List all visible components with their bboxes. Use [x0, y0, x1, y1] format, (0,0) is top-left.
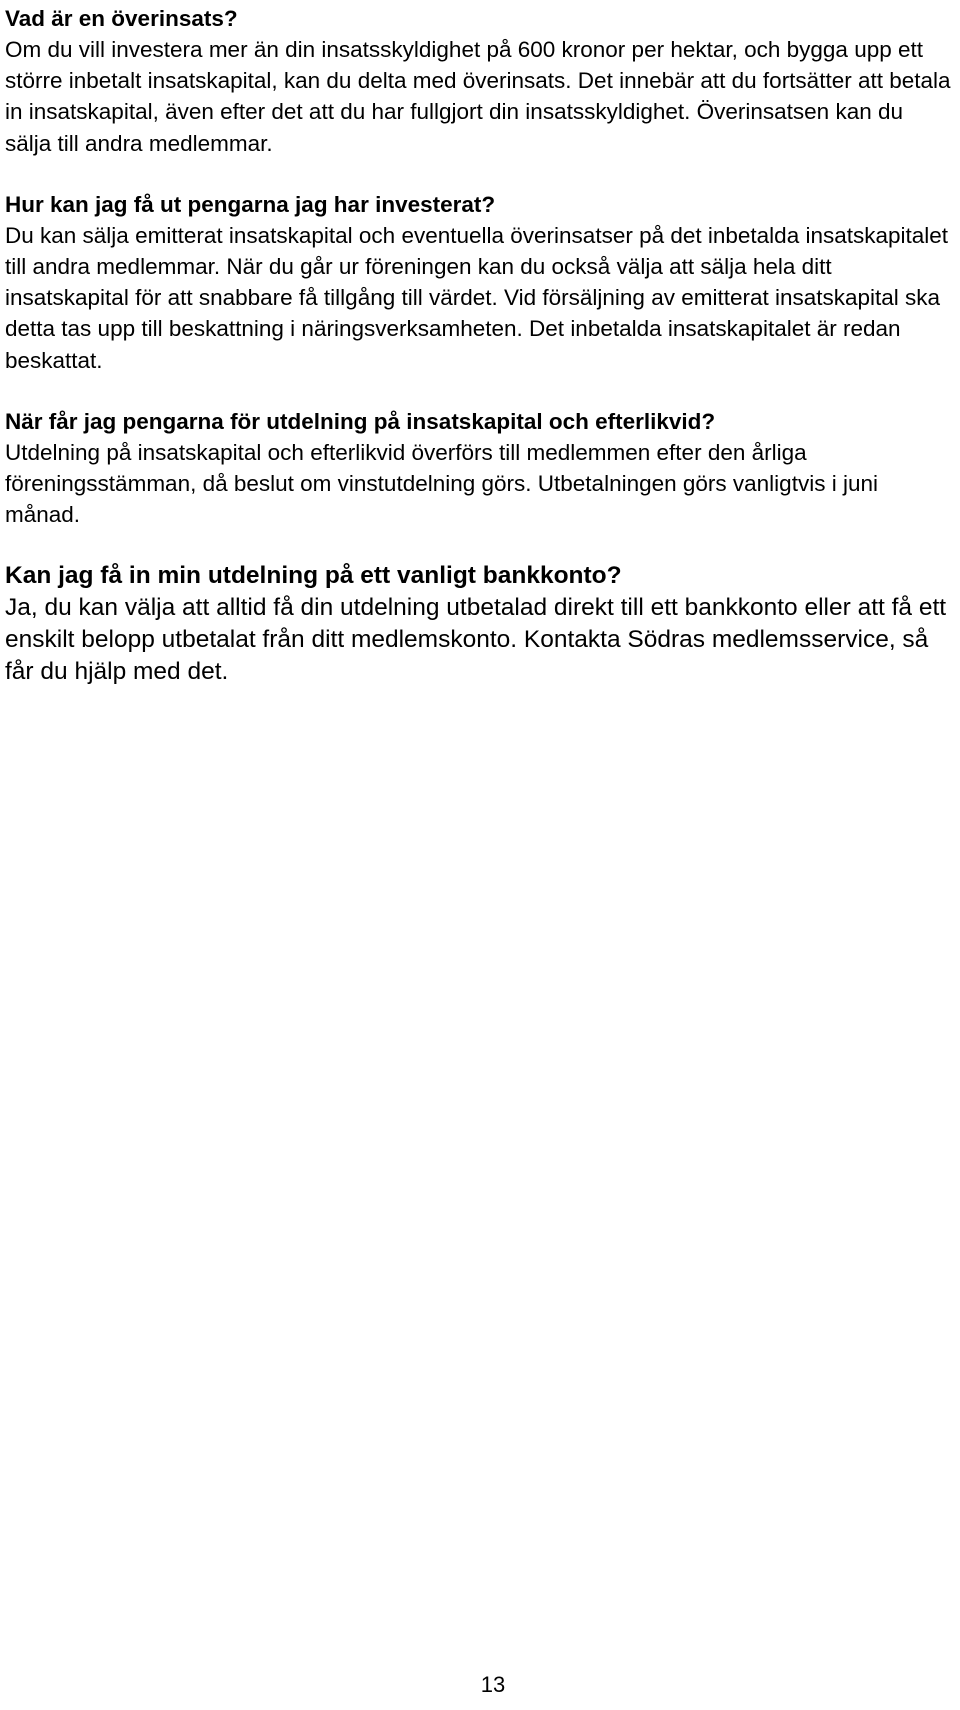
answer-paragraph: Ja, du kan välja att alltid få din utdelning utbetalad direkt till ett bankkonto eller att få ett enskilt belopp utbetalat från ditt medlemskonto. Kontakta Södras medlemsservice, så får du hjälp med det. [5, 594, 947, 686]
answer-paragraph: Om du vill investera mer än din insatsskyldighet på 600 kronor per hektar, och bygga upp ett större inbetalt insatskapital, kan du delta med överinsats. Det innebär att du fortsätter att betala in insatskapital, även efter det att du har fullgjort din insatsskyldighet. Överinsatsen kan du sälja till andra medlemmar. [5, 37, 951, 156]
question-heading: Hur kan jag få ut pengarna jag har investerat? [5, 191, 496, 217]
question-heading: När får jag pengarna för utdelning på insatskapital och efterlikvid? [5, 408, 716, 434]
faq-section-dividend-timing [5, 406, 953, 531]
answer-paragraph: Du kan sälja emitterat insatskapital och eventuella överinsatser på det inbetalda insatskapitalet till andra medlemmar. När du går ur föreningen kan du också välja att sälja hela ditt insatskapital för att snabbare få tillgång till värdet. Vid försäljning av emitterat insatskapital ska detta tas upp till beskattning i näringsverksamheten. Det inbetalda insatskapitalet är redan beskattat. [5, 222, 949, 373]
question-heading: Vad är en överinsats? [5, 6, 238, 31]
document-page [5, 3, 953, 718]
question-heading: Kan jag få in min utdelning på ett vanligt bankkonto? [5, 562, 622, 590]
page-number: 13 [480, 1672, 506, 1697]
answer-paragraph: Utdelning på insatskapital och efterlikvid överförs till medlemmen efter den årliga föreningsstämman, då beslut om vinstutdelning görs. Utbetalningen görs vanligtvis i juni månad. [5, 439, 878, 528]
faq-section-investment-withdrawal [5, 189, 953, 376]
faq-section-bank-account [5, 560, 953, 688]
faq-section-overinsats [5, 3, 953, 159]
